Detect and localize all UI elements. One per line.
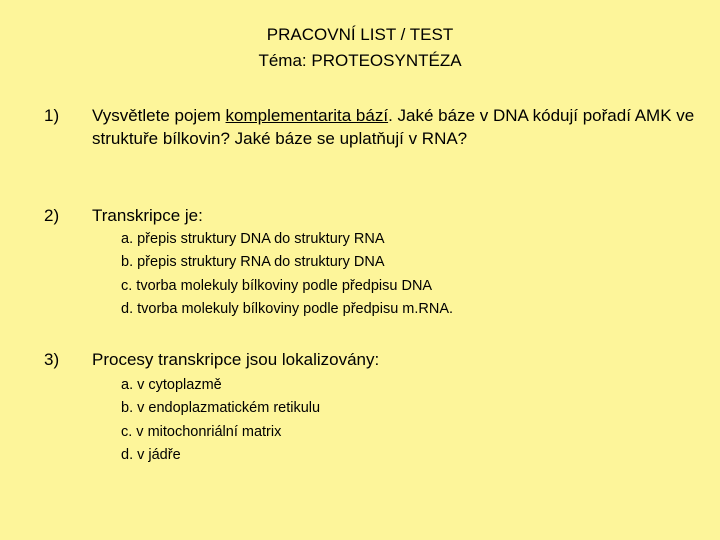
question-number: 1) (44, 106, 60, 125)
question-number: 2) (44, 206, 60, 225)
worksheet-header (0, 22, 720, 74)
answer-option-b: b. přepis struktury RNA do struktury DNA (121, 254, 385, 271)
answer-option-d: d. v jádře (121, 446, 181, 463)
answer-option-c: c. tvorba molekuly bílkoviny podle předpisu DNA (121, 277, 433, 294)
answer-options-q3 (121, 374, 320, 467)
underlined-term: komplementarita bází (225, 106, 389, 125)
answer-option-a: a. přepis struktury DNA do struktury RNA (121, 231, 385, 247)
answer-options-q2 (121, 228, 453, 321)
question-number: 3) (44, 350, 60, 369)
question-text-part: . Jaké báze v DNA kódují pořadí AMK ve struktuře bílkovin? Jaké báze se uplatňují v RNA? (92, 106, 695, 148)
worksheet-topic: Téma: PROTEOSYNTÉZA (258, 51, 462, 70)
answer-option-b: b. v endoplazmatickém retikulu (121, 400, 321, 417)
question-text: Procesy transkripce jsou lokalizovány: (92, 350, 380, 369)
worksheet-title: PRACOVNÍ LIST / TEST (266, 25, 454, 44)
question-text-part: Vysvětlete pojem (92, 106, 226, 125)
answer-option-d: d. tvorba molekuly bílkoviny podle předpisu m.RNA. (121, 300, 454, 317)
question-text: Transkripce je: (92, 206, 203, 225)
answer-option-c: c. v mitochonriální matrix (121, 423, 282, 440)
question-text (92, 104, 704, 150)
answer-option-a: a. v cytoplazmě (121, 377, 222, 393)
